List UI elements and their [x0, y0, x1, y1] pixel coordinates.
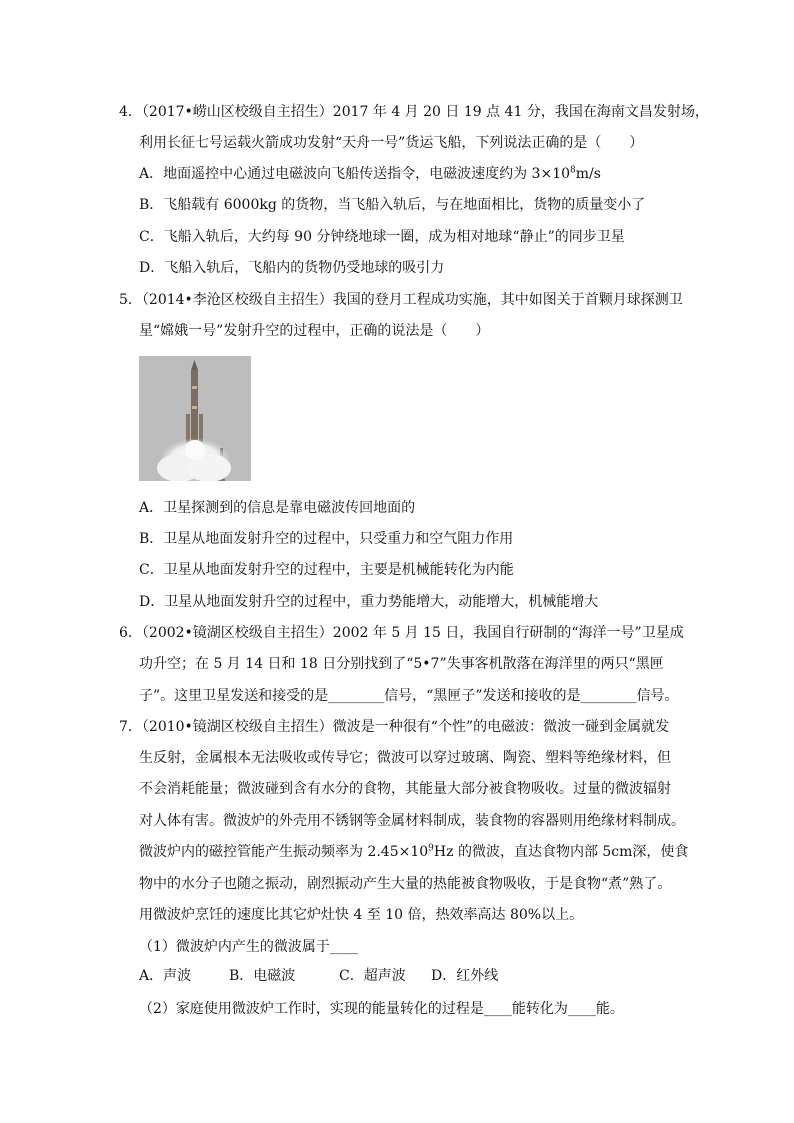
- q7-stem-line3: 不会消耗能量；微波碰到含有水分的食物，其能量大部分被食物吸收。过量的微波辐射: [139, 781, 671, 797]
- q7-subquestion-2: （2）家庭使用微波炉工作时，实现的能量转化的过程是____能转化为____能。: [139, 1001, 624, 1017]
- q4-stem-line2: 利用长征七号运载火箭成功发射“天舟一号”货运飞船，下列说法正确的是（ ）: [139, 135, 644, 151]
- q6-stem-line2: 功升空；在 5 月 14 日和 18 日分别找到了“5•7”失事客机散落在海洋里的两只“黑匣: [139, 656, 664, 672]
- q4-option-c: C．飞船入轨后，大约每 90 分钟绕地球一圈，成为相对地球“静止”的同步卫星: [139, 229, 625, 245]
- q5-option-a: A．卫星探测到的信息是靠电磁波传回地面的: [139, 500, 416, 516]
- q7-stem-line6: 物中的水分子也随之振动，剧烈振动产生大量的热能被食物吸收，于是食物“煮”熟了。: [139, 876, 672, 892]
- q7-stem-line5-rest: Hz 的微波，直达食物内部 5cm深，使食: [433, 844, 689, 860]
- q7-stem-line1: 7．（2010•镜湖区校级自主招生）微波是一种很有“个性”的电磁波：微波一碰到金属就发: [119, 719, 670, 735]
- q5-stem-line2: 星“嫦娥一号”发射升空的过程中，正确的说法是（ ）: [139, 323, 490, 339]
- q7-frequency-exponent: 9: [428, 843, 434, 854]
- q7-subquestion-1: （1）微波炉内产生的微波属于____: [139, 939, 358, 955]
- q6-stem-line3: 子”。这里卫星发送和接受的是________信号，“黑匣子”发送和接收的是________信号。: [139, 688, 679, 704]
- q4-option-b: B．飞船载有 6000kg 的货物，当飞船入轨后，与在地面相比，货物的质量变小了: [139, 197, 646, 213]
- q4-stem-line1: 4．（2017•崂山区校级自主招生）2017 年 4 月 20 日 19 点 41 分，我国在海南文昌发射场，: [119, 104, 709, 120]
- q7-stem-line5: [139, 842, 688, 862]
- q5-stem-line1: 5．（2014•李沧区校级自主招生）我国的登月工程成功实施，其中如图关于首颗月球探测卫: [119, 292, 683, 308]
- q5-option-d: D．卫星从地面发射升空的过程中，重力势能增大，动能增大，机械能增大: [139, 594, 599, 610]
- q4-option-d: D．飞船入轨后，飞船内的货物仍受地球的吸引力: [139, 260, 445, 276]
- q7-sub1-option-d: D．红外线: [431, 968, 499, 984]
- q6-stem-line1: 6．（2002•镜湖区校级自主招生）2002 年 5 月 15 日，我国自行研制的“海洋一号”卫星成: [119, 625, 684, 641]
- q7-stem-line4: 对人体有害。微波炉的外壳用不锈钢等金属材料制成，装食物的容器则用绝缘材料制成。: [139, 813, 685, 829]
- rocket-launch-image: [139, 356, 251, 481]
- q5-option-b: B．卫星从地面发射升空的过程中，只受重力和空气阻力作用: [139, 531, 514, 547]
- q4-option-a-exponent: 8: [570, 165, 576, 176]
- q4-option-a-text: A．地面遥控中心通过电磁波向飞船传送指令，电磁波速度约为 3×10: [139, 166, 571, 182]
- q7-sub1-option-a: A．声波: [139, 968, 192, 984]
- q7-stem-line2: 生反射，金属根本无法吸收或传导它；微波可以穿过玻璃、陶瓷、塑料等绝缘材料，但: [139, 750, 671, 766]
- q7-sub1-option-b: B．电磁波: [229, 968, 296, 984]
- q4-option-a: [139, 164, 601, 184]
- q7-stem-line7: 用微波炉烹饪的速度比其它炉灶快 4 至 10 倍，热效率高达 80%以上。: [139, 907, 584, 923]
- q7-sub1-option-c: C．超声波: [339, 968, 406, 984]
- q7-stem-line5-text: 微波炉内的磁控管能产生振动频率为 2.45×10: [139, 844, 429, 860]
- rocket-illustration: [139, 356, 251, 481]
- q7-sub1-options: [139, 966, 498, 986]
- q4-option-a-unit: m/s: [575, 166, 601, 182]
- q5-option-c: C．卫星从地面发射升空的过程中，主要是机械能转化为内能: [139, 562, 514, 578]
